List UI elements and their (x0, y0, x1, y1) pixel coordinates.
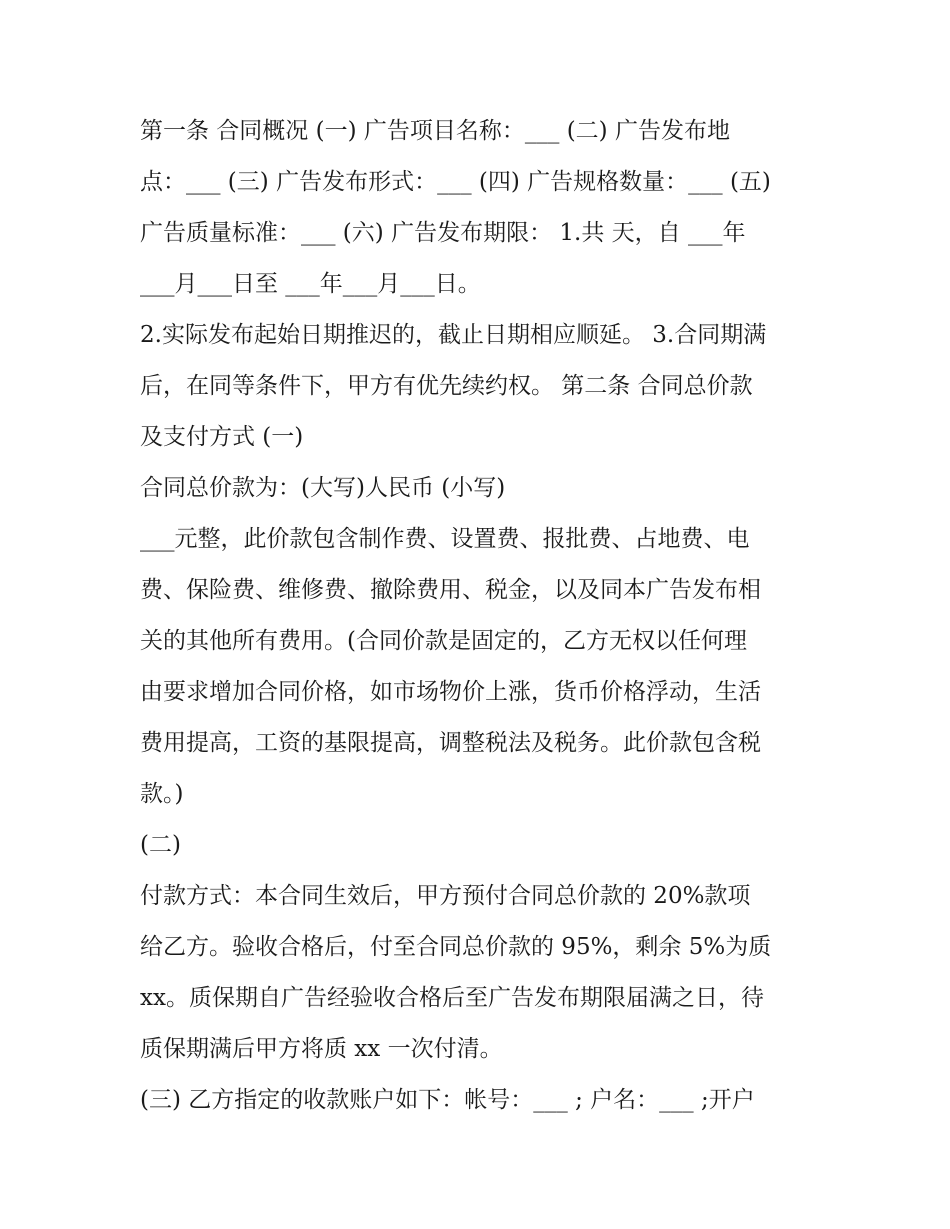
paragraph-section-2-heading (140, 820, 820, 871)
text-line: 第一条 合同概况 (一) 广告项目名称：___ (二) 广告发布地 (140, 118, 730, 144)
text-line: ___月___日至 ___年___月___日。 (140, 271, 481, 297)
text-line: 费用提高，工资的基限提高，调整税法及税务。此价款包含税 (140, 730, 761, 756)
text-line: 由要求增加合同价格，如市场物价上涨，货币价格浮动，生活 (140, 679, 761, 705)
text-line: 后，在同等条件下，甲方有优先续约权。 第二条 合同总价款 (140, 373, 753, 399)
paragraph-bank-account (140, 1075, 820, 1126)
contract-text-body (140, 106, 820, 1126)
paragraph-postponement-and-renewal (140, 310, 820, 463)
text-line: 费、保险费、维修费、撤除费用、税金，以及同本广告发布相 (140, 577, 761, 603)
text-line: (三) 乙方指定的收款账户如下：帐号：___ ; 户名：___ ;开户 (140, 1087, 755, 1113)
paragraph-payment-method (140, 871, 820, 1075)
paragraph-price-inclusions (140, 514, 820, 820)
text-line: ___元整，此价款包含制作费、设置费、报批费、占地费、电 (140, 526, 750, 552)
text-line: 款。) (140, 781, 184, 807)
text-line: 广告质量标准：___ (六) 广告发布期限： 1.共 天，自 ___年 (140, 220, 746, 246)
text-line: 及支付方式 (一) (140, 424, 304, 450)
text-line: (二) (140, 832, 181, 858)
text-line: 给乙方。验收合格后，付至合同总价款的 95%，剩余 5%为质 (140, 934, 772, 960)
paragraph-total-price (140, 463, 820, 514)
text-line: 2.实际发布起始日期推迟的，截止日期相应顺延。 3.合同期满 (140, 322, 767, 348)
paragraph-article-1-overview (140, 106, 820, 310)
text-line: 质保期满后甲方将质 xx 一次付清。 (140, 1036, 503, 1062)
text-line: xx。质保期自广告经验收合格后至广告发布期限届满之日，待 (140, 985, 764, 1011)
text-line: 点：___ (三) 广告发布形式：___ (四) 广告规格数量：___ (五) (140, 169, 771, 195)
text-line: 合同总价款为：(大写)人民币 (小写) (140, 475, 506, 501)
text-line: 关的其他所有费用。(合同价款是固定的，乙方无权以任何理 (140, 628, 747, 654)
text-line: 付款方式：本合同生效后，甲方预付合同总价款的 20%款项 (140, 883, 751, 909)
